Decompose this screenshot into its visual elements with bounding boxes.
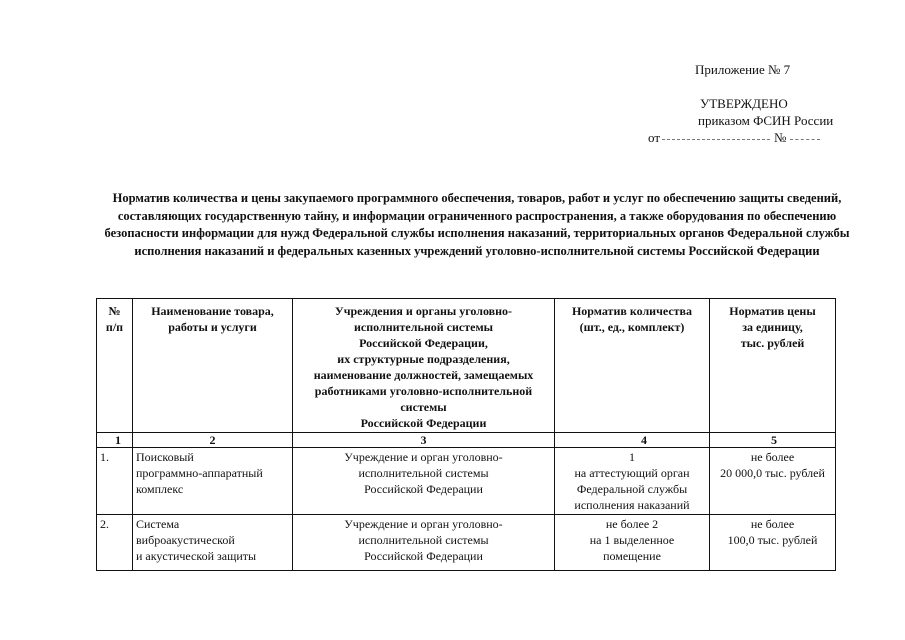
handwritten-number <box>790 130 820 140</box>
row-institution: Учреждение и орган уголовно- исполнительной системы Российской Федерации <box>293 515 555 571</box>
row-price: не более 20 000,0 тыс. рублей <box>710 448 836 515</box>
norm-table <box>96 298 836 571</box>
appendix-label: Приложение № 7 <box>695 62 791 77</box>
approved-label: УТВЕРЖДЕНО <box>700 96 788 111</box>
row-quantity: не более 2 на 1 выделенное помещение <box>555 515 710 571</box>
from-prefix: от <box>648 130 661 145</box>
number-prefix: № <box>774 130 787 145</box>
column-number: 1 <box>97 433 133 448</box>
order-label: приказом ФСИН России <box>698 113 834 128</box>
table-row <box>97 448 836 515</box>
row-quantity: 1 на аттестующий орган Федеральной службы исполнения наказаний <box>555 448 710 515</box>
header-price: Норматив цены за единицу, тыс. рублей <box>710 299 836 433</box>
column-number: 4 <box>555 433 710 448</box>
header-institution: Учреждения и органы уголовно- исполнительной системы Российской Федерации, их структурные подразделения, наименование должностей, замещаемых работниками уголовно-исполнительной системы Российской Федерации <box>293 299 555 433</box>
order-date-line <box>648 129 850 146</box>
column-number: 3 <box>293 433 555 448</box>
document-title: Норматив количества и цены закупаемого программного обеспечения, товаров, работ и услуг по обеспечению защиты сведений, составляющих государственную тайну, и информации ограниченного распространения, а также оборудования по обеспечению безопасности информации для нужд Федеральной службы исполнения наказаний, территориальных органов Федеральной службы исполнения наказаний и федеральных казенных учреждений уголовно-исполнительной системы Российской Федерации <box>104 191 850 258</box>
column-number: 2 <box>133 433 293 448</box>
table-header-row <box>97 299 836 433</box>
row-institution: Учреждение и орган уголовно- исполнительной системы Российской Федерации <box>293 448 555 515</box>
row-price: не более 100,0 тыс. рублей <box>710 515 836 571</box>
header-name: Наименование товара, работы и услуги <box>133 299 293 433</box>
approval-stamp <box>648 95 850 146</box>
row-name: Система виброакустической и акустической защиты <box>133 515 293 571</box>
column-number: 5 <box>710 433 836 448</box>
header-num: № п/п <box>97 299 133 433</box>
row-number: 2. <box>97 515 133 571</box>
row-name: Поисковый программно-аппаратный комплекс <box>133 448 293 515</box>
row-number: 1. <box>97 448 133 515</box>
column-number-row <box>97 433 836 448</box>
header-quantity: Норматив количества (шт., ед., комплект) <box>555 299 710 433</box>
handwritten-date <box>662 130 770 140</box>
table-row <box>97 515 836 571</box>
